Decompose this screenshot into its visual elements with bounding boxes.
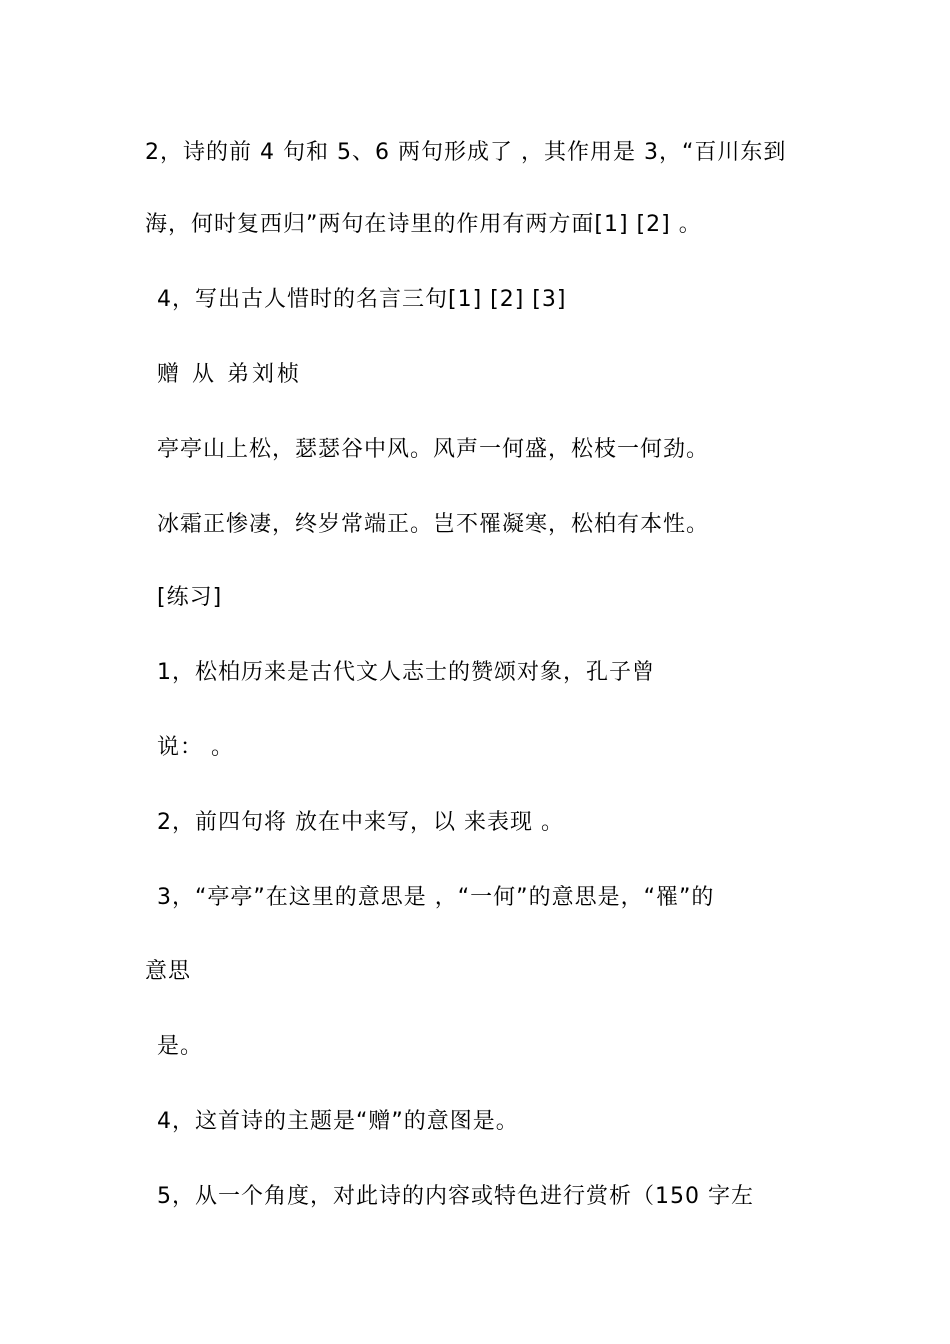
exercise-1-line: 1，松柏历来是古代文人志士的赞颂对象，孔子曾: [157, 660, 655, 685]
question-2-line: 2，诗的前 4 句和 5、6 两句形成了 ，其作用是 3，“百川东到: [145, 140, 787, 165]
poem-line-2: 冰霜正惨凄，终岁常端正。岂不罹凝寒，松柏有本性。: [157, 512, 710, 537]
poem-title: 赠 从 弟刘桢: [157, 362, 302, 387]
exercise-4-line: 4，这首诗的主题是“赠”的意图是。: [157, 1109, 519, 1134]
exercise-3-line: 3，“亭亭”在这里的意思是 ，“一何”的意思是，“罹”的: [157, 885, 715, 910]
exercise-3-continuation-line: 意思: [145, 959, 192, 984]
exercise-2-line: 2，前四句将 放在中来写，以 来表现 。: [157, 810, 564, 835]
exercise-1-continuation-line: 说： 。: [157, 735, 234, 760]
exercise-3-end-line: 是。: [157, 1034, 204, 1059]
exercise-5-line: 5，从一个角度，对此诗的内容或特色进行赏析（150 字左: [157, 1184, 754, 1209]
poem-line-1: 亭亭山上松，瑟瑟谷中风。风声一何盛，松枝一何劲。: [157, 437, 710, 462]
question-3-continuation-line: 海，何时复西归”两句在诗里的作用有两方面[1] [2] 。: [145, 212, 702, 237]
question-4-line: 4，写出古人惜时的名言三句[1] [2] [3]: [157, 287, 567, 312]
exercise-heading: [练习]: [157, 585, 223, 610]
